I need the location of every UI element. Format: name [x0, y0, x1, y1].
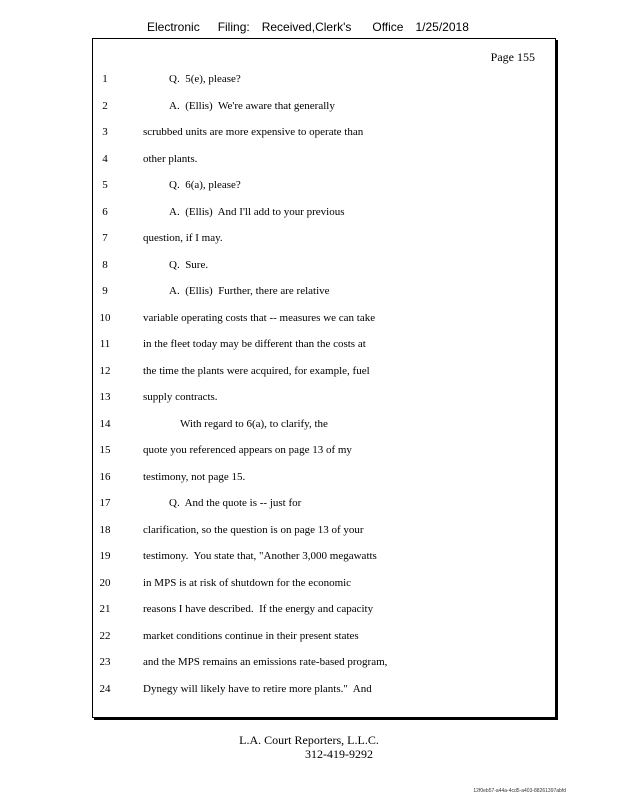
line-text: testimony, not page 15.: [143, 471, 246, 483]
transcript-line: [0, 283, 618, 299]
transcript-line: [0, 230, 618, 246]
transcript-line: [0, 363, 618, 379]
transcript-line: [0, 416, 618, 432]
filing-stamp: [147, 20, 469, 34]
line-text: and the MPS remains an emissions rate-based program,: [143, 656, 388, 668]
line-text: in MPS is at risk of shutdown for the economic: [143, 577, 352, 589]
line-text: A. (Ellis) Further, there are relative: [169, 285, 330, 297]
line-text: A. (Ellis) And I'll add to your previous: [169, 206, 345, 218]
transcript-line: [0, 469, 618, 485]
filing-date: 1/25/2018: [415, 20, 469, 34]
line-text: Q. And the quote is -- just for: [169, 497, 302, 509]
filing-label: Filing:: [217, 20, 250, 34]
transcript-line: [0, 71, 618, 87]
line-number: 23: [99, 656, 111, 668]
line-number: 20: [99, 577, 111, 589]
line-text: supply contracts.: [143, 391, 218, 403]
line-text: clarification, so the question is on page 13 of your: [143, 524, 364, 536]
line-text: other plants.: [143, 153, 198, 165]
reporter-phone: 312-419-9292: [305, 747, 373, 761]
filing-received: Received,Clerk's: [261, 20, 352, 34]
line-number: 3: [102, 126, 108, 138]
footer: [0, 733, 618, 761]
line-number: 6: [102, 206, 108, 218]
line-text: Dynegy will likely have to retire more plants." And: [143, 683, 372, 695]
transcript-line: [0, 681, 618, 697]
transcript-line: [0, 575, 618, 591]
line-number: 11: [99, 338, 111, 350]
line-number: 24: [99, 683, 111, 695]
transcript-line: [0, 442, 618, 458]
line-number: 22: [99, 630, 111, 642]
line-number: 10: [99, 312, 111, 324]
transcript-line: [0, 124, 618, 140]
line-text: Q. Sure.: [169, 259, 209, 271]
transcript-line: [0, 389, 618, 405]
line-number: 13: [99, 391, 111, 403]
line-number: 21: [99, 603, 111, 615]
transcript-line: [0, 257, 618, 273]
transcript-line: [0, 654, 618, 670]
line-number: 14: [99, 418, 111, 430]
line-text: quote you referenced appears on page 13 of my: [143, 444, 352, 456]
transcript-line: [0, 151, 618, 167]
line-text: reasons I have described. If the energy and capacity: [143, 603, 374, 615]
line-number: 1: [102, 73, 108, 85]
line-text: testimony. You state that, "Another 3,000 megawatts: [143, 550, 377, 562]
line-text: scrubbed units are more expensive to operate than: [143, 126, 364, 138]
transcript-line: [0, 495, 618, 511]
line-text: variable operating costs that -- measures we can take: [143, 312, 376, 324]
transcript-line: [0, 310, 618, 326]
transcript-line: [0, 548, 618, 564]
line-number: 19: [99, 550, 111, 562]
filing-electronic: Electronic: [147, 20, 200, 34]
line-text: in the fleet today may be different than the costs at: [143, 338, 366, 350]
line-number: 5: [102, 179, 108, 191]
line-number: 7: [102, 232, 108, 244]
line-text: With regard to 6(a), to clarify, the: [180, 418, 328, 430]
filing-office: Office: [372, 20, 404, 34]
line-text: A. (Ellis) We're aware that generally: [169, 100, 335, 112]
line-text: Q. 5(e), please?: [169, 73, 241, 85]
transcript-line: [0, 601, 618, 617]
line-number: 2: [102, 100, 108, 112]
line-number: 17: [99, 497, 111, 509]
page-number: Page 155: [490, 50, 535, 64]
line-text: Q. 6(a), please?: [169, 179, 241, 191]
line-number: 12: [99, 365, 111, 377]
line-number: 9: [102, 285, 108, 297]
transcript-line: [0, 204, 618, 220]
line-text: the time the plants were acquired, for example, fuel: [143, 365, 370, 377]
transcript-line: [0, 98, 618, 114]
transcript-line: [0, 177, 618, 193]
line-text: question, if I may.: [143, 232, 223, 244]
transcript-line: [0, 336, 618, 352]
line-text: market conditions continue in their present states: [143, 630, 359, 642]
line-number: 16: [99, 471, 111, 483]
line-number: 18: [99, 524, 111, 536]
transcript-line: [0, 628, 618, 644]
line-number: 8: [102, 259, 108, 271]
document-id: 12f0eb57-a44a-4cd5-a403-88261397abfd: [473, 788, 566, 794]
line-number: 15: [99, 444, 111, 456]
reporter-company: L.A. Court Reporters, L.L.C.: [239, 733, 379, 747]
transcript-line: [0, 522, 618, 538]
line-number: 4: [102, 153, 108, 165]
